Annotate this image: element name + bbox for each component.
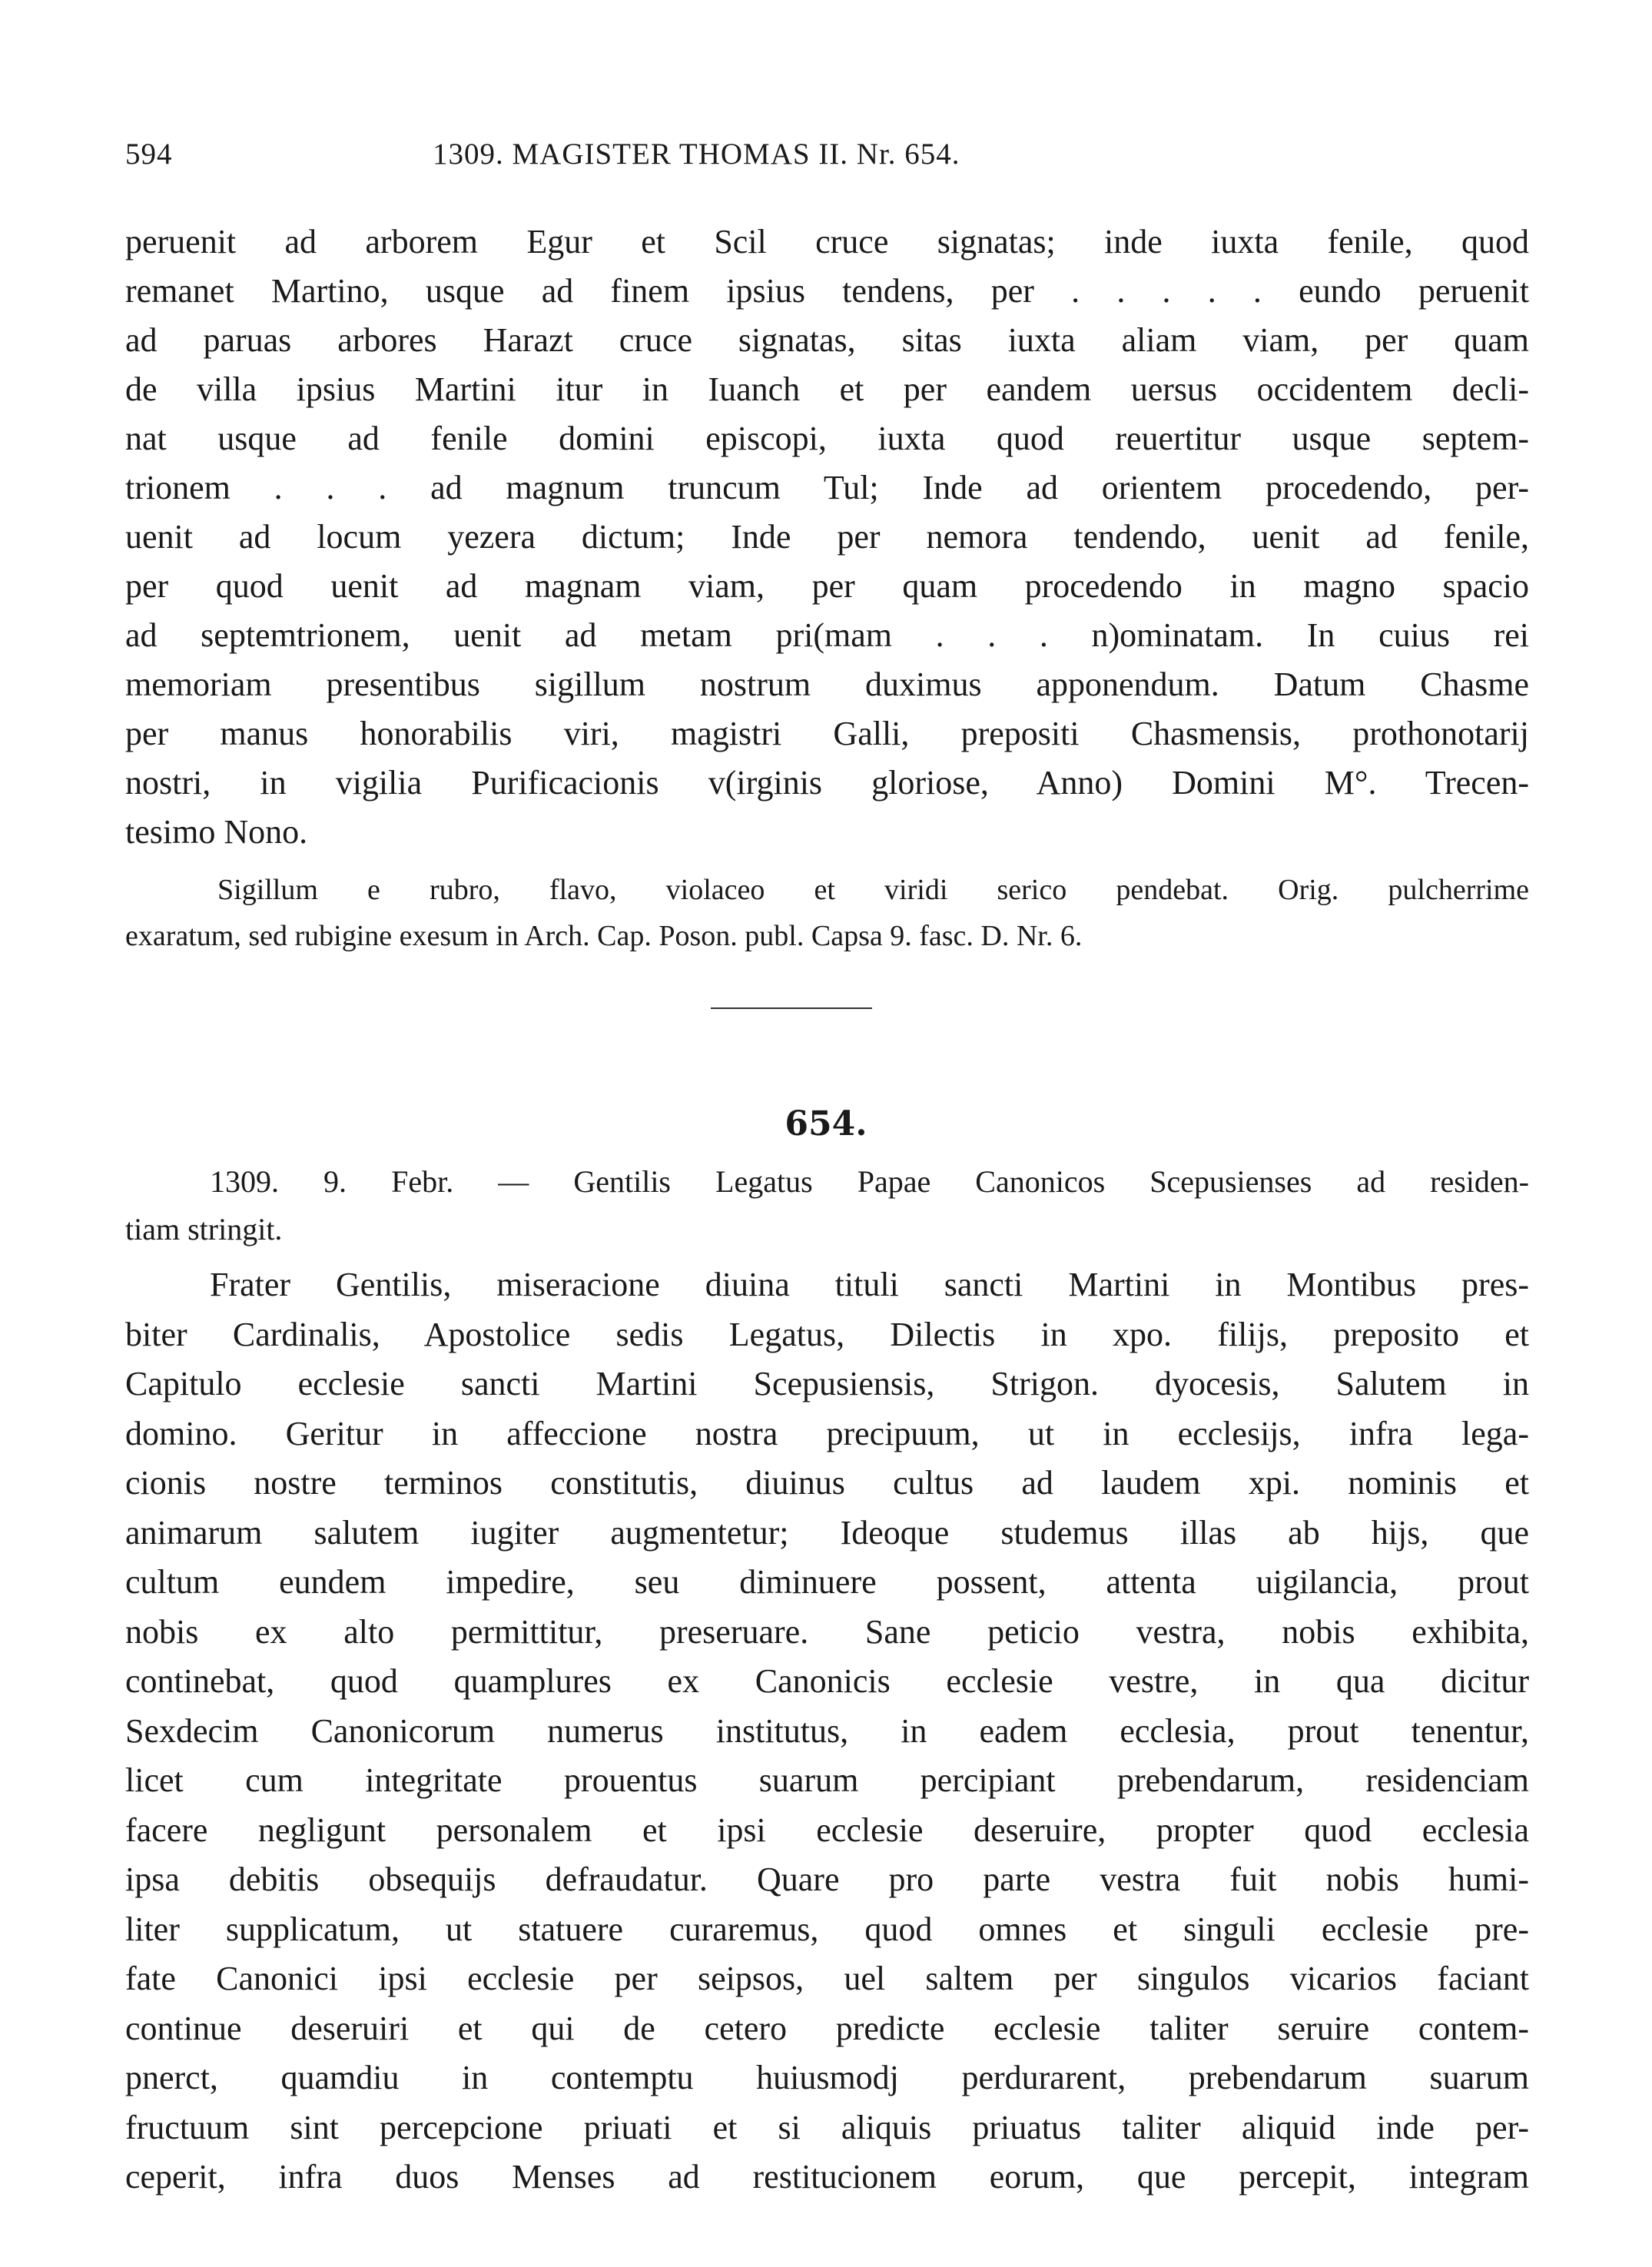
note-line: exaratum, sed rubigine exesum in Arch. Cap. Poson. publ. Capsa 9. fasc. D. Nr. 6. xyxy=(125,920,1083,952)
text-line: ad paruas arbores Harazt cruce signatas, sitas iuxta aliam viam, per quam xyxy=(125,321,1529,359)
text-line: animarum salutem iugiter augmentetur; Ideoque studemus illas ab hijs, que xyxy=(125,1513,1529,1552)
text-line: domino. Geritur in affeccione nostra precipuum, ut in ecclesijs, infra lega- xyxy=(125,1414,1529,1452)
text-line: Frater Gentilis, miseracione diuina tituli sancti Martini in Montibus pres- xyxy=(210,1266,1529,1303)
text-line: facere negligunt personalem et ipsi ecclesie deseruire, propter quod ecclesia xyxy=(125,1811,1529,1849)
page-header xyxy=(125,137,1529,183)
text-line: licet cum integritate prouentus suarum percipiant prebendarum, residenciam xyxy=(125,1761,1529,1799)
text-line: per quod uenit ad magnam viam, per quam procedendo in magno spacio xyxy=(125,567,1529,605)
text-line: nobis ex alto permittitur, preseruare. Sane peticio vestra, nobis exhibita, xyxy=(125,1612,1529,1651)
text-line: Sexdecim Canonicorum numerus institutus, in eadem ecclesia, prout tenentur, xyxy=(125,1711,1529,1750)
summary-line: 1309. 9. Febr. — Gentilis Legatus Papae Canonicos Scepusienses ad residen- xyxy=(210,1164,1529,1199)
section-divider xyxy=(711,1007,872,1009)
editorial-note xyxy=(125,867,1529,959)
text-line: ceperit, infra duos Menses ad restitucionem eorum, que percepit, integram xyxy=(125,2158,1529,2196)
text-line: ipsa debitis obsequijs defraudatur. Quare pro parte vestra fuit nobis humi- xyxy=(125,1860,1529,1898)
note-line: Sigillum e rubro, flavo, violaceo et viridi serico pendebat. Orig. pulcherrime xyxy=(217,874,1529,906)
document-number: 654. xyxy=(785,1104,867,1143)
text-line: fate Canonici ipsi ecclesie per seipsos, uel saltem per singulos vicarios faciant xyxy=(125,1960,1529,1997)
text-line: cionis nostre terminos constitutis, diuinus cultus ad laudem xpi. nominis et xyxy=(125,1464,1529,1502)
text-line: per manus honorabilis viri, magistri Galli, prepositi Chasmensis, prothonotarij xyxy=(125,715,1529,752)
continuation-paragraph xyxy=(125,217,1529,857)
text-line: memoriam presentibus sigillum nostrum duximus apponendum. Datum Chasme xyxy=(125,665,1529,703)
document-summary xyxy=(125,1158,1529,1253)
summary-line: tiam stringit. xyxy=(125,1212,283,1246)
text-line: tesimo Nono. xyxy=(125,813,308,851)
text-line: fructuum sint percepcione priuati et si aliquis priuatus taliter aliquid inde per- xyxy=(125,2108,1529,2146)
text-line: biter Cardinalis, Apostolice sedis Legatus, Dilectis in xpo. filijs, preposito et xyxy=(125,1315,1529,1353)
text-line: de villa ipsius Martini itur in Iuanch et per eandem uersus occidentem decli- xyxy=(125,370,1529,408)
text-line: remanet Martino, usque ad finem ipsius tendens, per . . . . . eundo peruenit xyxy=(125,272,1529,310)
document-text xyxy=(125,1260,1529,2202)
text-line: Capitulo ecclesie sancti Martini Scepusiensis, Strigon. dyocesis, Salutem in xyxy=(125,1365,1529,1402)
text-line: continebat, quod quamplures ex Canonicis ecclesie vestre, in qua dicitur xyxy=(125,1662,1529,1700)
text-line: ad septemtrionem, uenit ad metam pri(mam . . . n)ominatam. In cuius rei xyxy=(125,616,1529,654)
text-line: uenit ad locum yezera dictum; Inde per nemora tendendo, uenit ad fenile, xyxy=(125,518,1529,556)
running-title: 1309. MAGISTER THOMAS II. Nr. 654. xyxy=(433,138,960,171)
page-number: 594 xyxy=(125,138,173,171)
text-line: continue deseruiri et qui de cetero predicte ecclesie taliter seruire contem- xyxy=(125,2009,1529,2047)
text-line: nostri, in vigilia Purificacionis v(irginis gloriose, Anno) Domini M°. Trecen- xyxy=(125,764,1529,802)
text-line: cultum eundem impedire, seu diminuere possent, attenta uigilancia, prout xyxy=(125,1563,1529,1601)
text-line: peruenit ad arborem Egur et Scil cruce signatas; inde iuxta fenile, quod xyxy=(125,223,1529,261)
text-line: nat usque ad fenile domini episcopi, iuxta quod reuertitur usque septem- xyxy=(125,420,1529,457)
text-line: liter supplicatum, ut statuere curaremus, quod omnes et singuli ecclesie pre- xyxy=(125,1910,1529,1948)
text-line: pnerct, quamdiu in contemptu huiusmodj perdurarent, prebendarum suarum xyxy=(125,2059,1529,2096)
text-line: trionem . . . ad magnum truncum Tul; Inde ad orientem procedendo, per- xyxy=(125,469,1529,506)
